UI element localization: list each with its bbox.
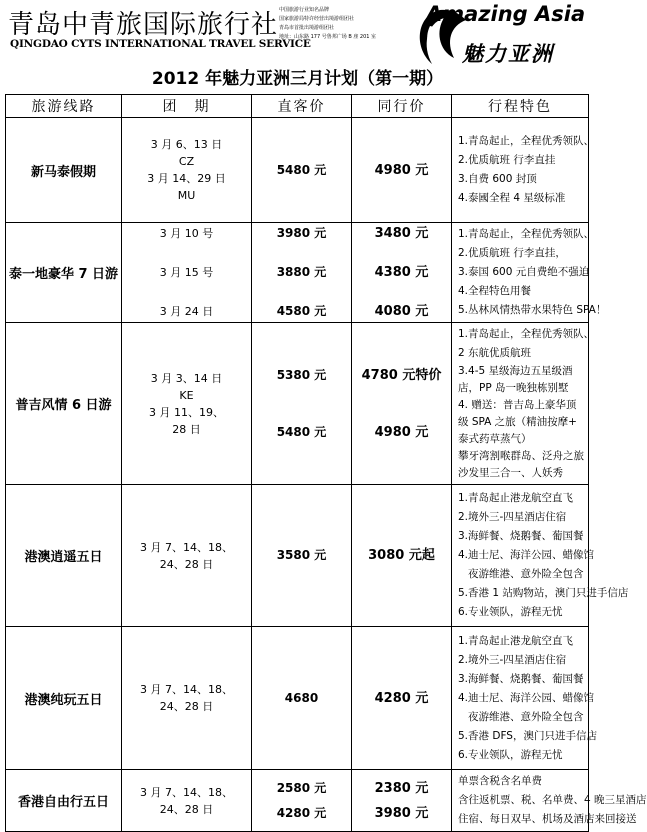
table-row	[6, 485, 589, 627]
spacer	[122, 242, 251, 264]
table-row	[6, 323, 589, 485]
header-dates: 团 期	[122, 95, 252, 118]
date-line: 3 月 3、14 日	[150, 371, 223, 385]
tour-plan-table	[5, 94, 647, 832]
price-value: 4980 元	[374, 424, 429, 440]
trade-price	[352, 118, 452, 223]
trade-price	[352, 323, 452, 485]
company-credentials	[279, 6, 419, 42]
spacer	[352, 281, 451, 303]
date-line: MU	[177, 189, 196, 202]
trade-price	[352, 627, 452, 770]
feature-line: 1.青岛起止，全程优秀领队、	[458, 328, 595, 340]
table-row	[6, 223, 589, 323]
date-line: 24、28 日	[159, 557, 214, 571]
route-name: 普吉风情 6 日游	[6, 323, 122, 485]
itinerary-features	[452, 323, 595, 485]
date-line: 3 月 7、14、18、	[140, 540, 233, 554]
credential-line: 国家旅游局特许经营出境游组团社	[279, 16, 355, 22]
direct-price	[252, 627, 352, 770]
tour-dates	[122, 485, 252, 627]
feature-line: 4.迪士尼、海洋公园、蜡像馆	[458, 691, 595, 704]
price-value: 4280 元	[276, 805, 327, 820]
feature-line: 3.4-5 星级海边五星级酒店，PP 岛一晚独栋别墅	[458, 365, 573, 394]
direct-price	[252, 485, 352, 627]
itinerary-features	[452, 223, 607, 323]
feature-line: 攀牙湾割喉群岛、泛舟之旅沙发里三合一、人妖秀	[458, 450, 584, 479]
table-row	[6, 627, 589, 770]
credential-line: 青岛市首批出境游组团社	[279, 25, 335, 31]
route-name: 香港自由行五日	[6, 770, 122, 832]
feature-line: 夜游维港、意外险全包含	[468, 568, 584, 580]
feature-line: 2.境外三-四星酒店住宿	[458, 511, 567, 523]
feature-line: 1.青岛起止，全程优秀领队、	[458, 135, 595, 147]
feature-line: 5.香港 1 站购物站，澳门只进手信店	[458, 587, 629, 599]
date-line: 3 月 11、19、	[149, 405, 224, 419]
price-value: 3980 元	[276, 226, 327, 240]
spacer	[252, 797, 351, 805]
header	[0, 0, 595, 92]
price-value: 5480 元	[276, 162, 327, 177]
table-header-row	[6, 95, 589, 118]
itinerary-features	[452, 485, 629, 627]
header-route: 旅游线路	[6, 95, 122, 118]
itinerary-features	[452, 627, 597, 770]
date-line: KE	[179, 388, 194, 402]
feature-line: 6.专业领队，游程无忧	[458, 606, 563, 618]
spacer	[352, 242, 451, 264]
feature-line: 含往返机票、税、名单费、4 晚三星酒店	[458, 794, 647, 806]
feature-line: 1.青岛起止港龙航空直飞	[458, 492, 574, 504]
feature-line: 4.泰國全程 4 星级标准	[458, 192, 566, 204]
feature-line: 3.泰国 600 元自费绝不强迫	[458, 266, 590, 278]
tour-dates	[122, 770, 252, 832]
price-value: 4780 元特价	[361, 367, 442, 383]
route-name: 新马泰假期	[6, 118, 122, 223]
table-row	[6, 770, 589, 832]
date-line: 3 月 24 日	[159, 305, 214, 318]
date-line: 3 月 7、14、18、	[140, 683, 233, 696]
direct-price	[252, 223, 352, 323]
brand-name-cn: 魅力亚洲	[462, 42, 554, 66]
spacer	[252, 242, 351, 264]
feature-line: 2.优质航班 行李直挂	[458, 154, 556, 166]
header-features: 行程特色	[452, 95, 589, 118]
feature-line: 1.青岛起止，全程优秀领队、	[458, 228, 595, 240]
header-trade-price: 同行价	[352, 95, 452, 118]
price-value: 4980 元	[374, 162, 429, 178]
price-value: 5380 元	[276, 367, 327, 382]
brand-name-en: Amazing Asia	[426, 2, 586, 26]
credential-line: 中国旅游行业知名品牌	[279, 7, 330, 13]
tour-dates	[122, 323, 252, 485]
page-title: 2012 年魅力亚洲三月计划（第一期）	[151, 69, 444, 89]
credential-line: 地址：山东路 177 号鲁邦广场 B 座 201 室	[279, 34, 377, 40]
price-value: 3980 元	[374, 805, 429, 821]
price-value: 5480 元	[276, 424, 327, 439]
feature-line: 3.海鲜餐、烧鹅餐、葡国餐	[458, 530, 584, 542]
feature-line: 5.香港 DFS，澳门只进手信店	[458, 729, 597, 742]
spacer	[252, 281, 351, 303]
feature-line: 3.海鲜餐、烧鹅餐、葡国餐	[458, 672, 584, 685]
date-line: 3 月 15 号	[159, 266, 214, 279]
company-name-cn: 青岛中青旅国际旅行社	[8, 10, 279, 40]
feature-line: 2 东航优质航班	[458, 347, 532, 359]
itinerary-features	[452, 118, 595, 223]
price-value: 3480 元	[374, 226, 429, 241]
price-value: 3080 元起	[368, 548, 435, 563]
spacer	[122, 281, 251, 303]
amazing-asia-logo	[410, 0, 590, 72]
price-value: 3580 元	[276, 548, 327, 562]
price-value: 2380 元	[374, 780, 429, 796]
direct-price	[252, 118, 352, 223]
spacer	[352, 384, 451, 424]
itinerary-features	[452, 770, 647, 832]
spacer	[252, 384, 351, 424]
feature-line: 4.迪士尼、海洋公园、蜡像馆	[458, 549, 595, 561]
tour-dates	[122, 118, 252, 223]
route-name: 港澳逍遥五日	[6, 485, 122, 627]
price-value: 4680	[284, 690, 319, 705]
price-value: 4580 元	[276, 304, 327, 318]
feature-line: 2.优质航班 行李直挂，	[458, 247, 566, 259]
tour-dates	[122, 223, 252, 323]
date-line: 24、28 日	[159, 802, 214, 816]
date-line: CZ	[178, 155, 195, 168]
direct-price	[252, 770, 352, 832]
spacer	[352, 797, 451, 805]
trade-price	[352, 485, 452, 627]
feature-line: 夜游维港、意外险全包含	[468, 710, 584, 723]
direct-price	[252, 323, 352, 485]
feature-line: 4. 赠送：普吉岛上豪华顶级 SPA 之旅（精油按摩+ 泰式药草蒸气）	[458, 399, 577, 445]
route-name: 泰一地豪华 7 日游	[6, 223, 122, 323]
price-value: 4380 元	[374, 265, 429, 280]
feature-line: 2.境外三-四星酒店住宿	[458, 653, 567, 666]
price-value: 3880 元	[276, 265, 327, 279]
feature-line: 6.专业领队，游程无忧	[458, 748, 563, 761]
feature-line: 4.全程特色用餐	[458, 285, 532, 297]
feature-line: 单票含税含名单费	[458, 775, 542, 787]
price-value: 4280 元	[374, 690, 429, 706]
header-direct-price: 直客价	[252, 95, 352, 118]
feature-line: 1.青岛起止港龙航空直飞	[458, 634, 574, 647]
feature-line: 3.自费 600 封顶	[458, 173, 537, 185]
company-name-en: QINGDAO CYTS INTERNATIONAL TRAVEL SERVICE	[10, 38, 311, 50]
feature-line: 5.丛林风情热带水果特色 SPA！	[458, 304, 607, 316]
price-value: 2580 元	[276, 780, 327, 795]
date-line: 3 月 7、14、18、	[140, 785, 233, 799]
date-line: 24、28 日	[159, 700, 214, 713]
price-value: 4080 元	[374, 304, 429, 319]
feature-line: 住宿、每日双早、机场及酒店来回接送	[458, 813, 637, 825]
table-row	[6, 118, 589, 223]
date-line: 3 月 14、29 日	[147, 172, 226, 185]
route-name: 港澳纯玩五日	[6, 627, 122, 770]
trade-price	[352, 770, 452, 832]
date-line: 3 月 6、13 日	[150, 138, 223, 151]
date-line: 28 日	[172, 422, 201, 436]
tour-dates	[122, 627, 252, 770]
trade-price	[352, 223, 452, 323]
date-line: 3 月 10 号	[159, 227, 214, 240]
